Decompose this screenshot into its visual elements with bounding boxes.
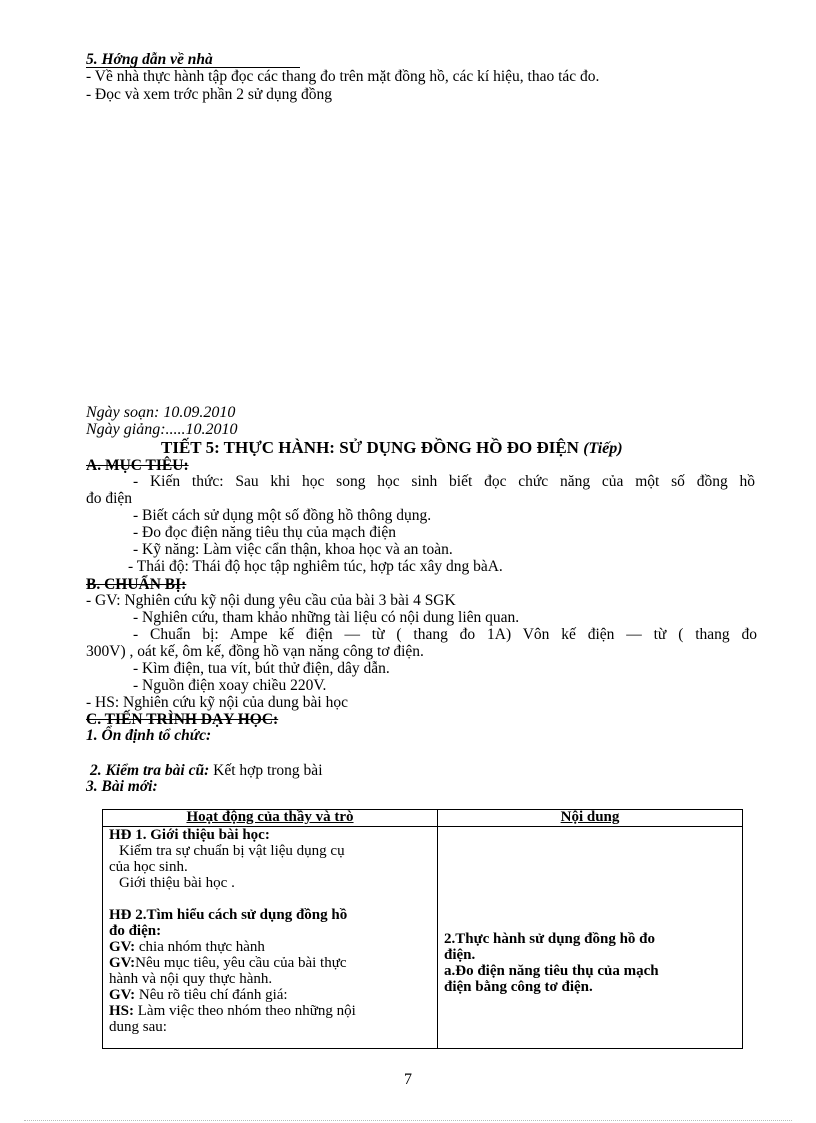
preparation-line-4: - Nguồn điện xoay chiều 220V. (133, 677, 327, 694)
preparation-hs: - HS: Nghiên cứu kỹ nội của dung bài học (86, 694, 348, 711)
date-prepared: Ngày soạn: 10.09.2010 (86, 404, 236, 421)
process-step-2-label: 2. Kiểm tra bài cũ: (90, 762, 210, 779)
objectives-line-1b: đo điện (86, 490, 133, 507)
preparation-line-3: - Kìm điện, tua vít, bút thử điện, dây dẫn. (133, 660, 390, 677)
hd2-title-a: HĐ 2.Tìm hiểu cách sử dụng đồng hồ (109, 907, 348, 923)
hs-line-b: dung sau: (109, 1019, 167, 1035)
hd1-line-2: của học sinh. (109, 859, 188, 875)
preparation-line-2a: - Chuẩn bị: Ampe kế điện — từ ( thang đo 1A) Vôn kế điện — từ ( thang đo (133, 626, 757, 643)
lesson-title (161, 439, 623, 457)
preparation-line-1: - Nghiên cứu, tham khảo những tài liệu có nội dung liên quan. (133, 609, 520, 626)
col-header-activities: Hoạt động của thầy và trò (103, 810, 438, 827)
col-header-content: Nội dung (438, 810, 743, 827)
lesson-title-text: TIẾT 5: THỰC HÀNH: SỬ DỤNG ĐỒNG HỒ ĐO ĐIỆN (161, 438, 579, 457)
objectives-line-4: - Kỹ năng: Làm việc cẩn thận, khoa học và an toàn. (133, 541, 453, 558)
objectives-line-3: - Đo đọc điện năng tiêu thụ của mạch điện (133, 524, 396, 541)
objectives-line-5: - Thái độ: Thái độ học tập nghiêm túc, hợp tác xây dng bàA. (128, 558, 503, 575)
date-taught: Ngày giảng:.....10.2010 (86, 421, 238, 438)
table-row (103, 827, 743, 1049)
process-step-2-text: Kết hợp trong bài (213, 762, 323, 779)
objectives-line-2: - Biết cách sử dụng một số đồng hồ thông dụng. (133, 507, 432, 524)
process-step-2 (90, 762, 323, 779)
gv-line-1: GV: chia nhóm thực hành (109, 939, 265, 955)
preparation-heading: B. CHUẨN BỊ: (86, 576, 187, 593)
objectives-line-1a: - Kiến thức: Sau khi học song học sinh biết đọc chức năng của một số đồng hồ (133, 473, 755, 490)
content-line-2: điện. (444, 947, 476, 963)
hd1-line-3: Giới thiệu bài học . (119, 875, 235, 891)
objectives-heading: A. MỤC TIÊU: (86, 457, 189, 474)
hd1-title: HĐ 1. Giới thiệu bài học: (109, 827, 270, 843)
content-line-3: a.Đo điện năng tiêu thụ của mạch (444, 963, 659, 979)
process-step-3: 3. Bài mới: (86, 778, 158, 795)
homework-line-2: - Đọc và xem trớc phần 2 sử dụng đồng (86, 86, 333, 103)
homework-heading: 5. Hớng dẫn về nhà (86, 52, 300, 68)
content-line-1: 2.Thực hành sử dụng đồng hồ đo (444, 931, 656, 947)
table-header-row (103, 810, 743, 827)
content-line-4: điện bằng công tơ điện. (444, 979, 593, 995)
gv-line-2: GV:Nêu mục tiêu, yêu cầu của bài thực (109, 955, 347, 971)
hd1-line-1: Kiểm tra sự chuẩn bị vật liệu dụng cụ (119, 843, 345, 859)
preparation-gv: - GV: Nghiên cứu kỹ nội dung yêu cầu của bài 3 bài 4 SGK (86, 592, 456, 609)
homework-line-1: - Về nhà thực hành tập đọc các thang đo trên mặt đồng hồ, các kí hiệu, thao tác đo. (86, 68, 600, 85)
gv-line-3: GV: Nêu rõ tiêu chí đánh giá: (109, 987, 288, 1003)
lesson-title-suffix: (Tiếp) (583, 440, 623, 457)
content-cell (438, 827, 743, 1049)
process-heading: C. TIẾN TRÌNH DẠY HỌC: (86, 711, 279, 728)
activities-cell (103, 827, 438, 1049)
hd2-title-b: đo điện: (109, 923, 162, 939)
page-bottom-divider (24, 1120, 792, 1121)
process-step-1: 1. Ổn định tổ chức: (86, 727, 212, 744)
preparation-line-2b: 300V) , oát kế, ôm kế, đồng hồ vạn năng công tơ điện. (86, 643, 424, 660)
hs-line: HS: Làm việc theo nhóm theo những nội (109, 1003, 356, 1019)
activity-table (102, 809, 743, 1049)
gv-line-2b: hành và nội quy thực hành. (109, 971, 273, 987)
page-number: 7 (404, 1071, 412, 1088)
